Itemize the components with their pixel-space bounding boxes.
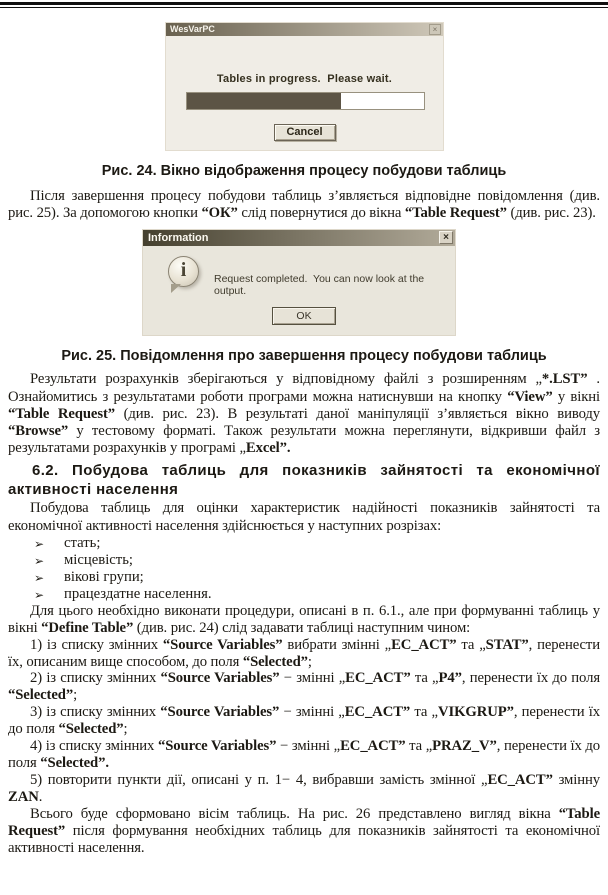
dialog-message: Tables in progress. Please wait. <box>216 73 393 85</box>
arrow-bullet-icon: ➢ <box>34 587 45 602</box>
list-item <box>8 586 600 603</box>
dialog-message: Request completed. You can now look at the output. <box>214 273 428 298</box>
dialog-title: Information <box>148 232 209 245</box>
arrow-bullet-icon: ➢ <box>34 570 45 585</box>
list-item <box>8 552 600 569</box>
numbered-step-2: 2) із списку змінних “Source Variables” − змінні „EC_ACT” та „P4”, перенести їх до поля “Selected”; <box>8 670 600 704</box>
list-item <box>8 569 600 586</box>
paragraph-build-intro: Побудова таблиць для оцінки характеристик надійності показників зайнятості та економічної активності населення здійснюється у наступних розрізах: <box>8 500 600 534</box>
figure-24-caption: Рис. 24. Вікно відображення процесу побудови таблиць <box>101 163 507 179</box>
progress-fill <box>187 93 341 109</box>
dialog-title-bar <box>143 230 455 246</box>
paragraph-results: Результати розрахунків зберігаються у відповідному файлі з розширенням „*.LST” . Ознайомитись з результатами роботи програми можна натиснувши на кнопку “View” у вікні “Table Request” (див. рис. 23). В результаті даної маніпуляції з’являється вікно виводу “Browse” у тестовому форматі. Також результати можна переглянути, відкривши файл з результатами розрахунків у програмі „Excel”. <box>8 371 601 457</box>
arrow-bullet-icon: ➢ <box>34 553 45 568</box>
paragraph-for-this: Для цього необхідно виконати процедури, описані в п. 6.1., але при формуванні таблиць у вікні “Define Table” (див. рис. 24) слід задавати таблиці наступним чином: <box>8 602 600 636</box>
list-item <box>8 535 600 552</box>
cancel-button[interactable]: Cancel <box>274 124 336 141</box>
page-header-rule <box>0 2 608 8</box>
dialog-title-bar <box>166 23 443 36</box>
wesvarpc-progress-dialog <box>166 23 443 150</box>
list-item-text: працездатне населення. <box>64 585 212 602</box>
paragraph-total: Всього буде сформовано вісім таблиць. На рис. 26 представлено вигляд вікна “Table Request” після формування необхідних таблиць для показників зайнятості та економічної активності населення. <box>8 805 600 856</box>
information-icon <box>168 256 199 287</box>
section-heading-6-2: 6.2. Побудова таблиць для показників зайнятості та економічної активності населення <box>8 462 600 499</box>
progress-bar <box>186 92 425 110</box>
close-icon[interactable]: × <box>429 24 441 35</box>
numbered-step-4: 4) із списку змінних “Source Variables” − змінні „EC_ACT” та „PRAZ_V”, перенести їх до поля “Selected”. <box>8 738 601 771</box>
list-item-text: стать; <box>64 534 101 551</box>
figure-25 <box>0 230 608 335</box>
arrow-bullet-icon: ➢ <box>34 536 45 551</box>
figure-25-caption: Рис. 25. Повідомлення про завершення процесу побудови таблиць <box>61 348 547 365</box>
list-item-text: вікові групи; <box>64 568 144 585</box>
criteria-list <box>8 535 600 603</box>
information-dialog <box>143 230 455 335</box>
numbered-step-5: 5) повторити пункти дії, описані у п. 1− 4, вибравши замість змінної „EC_ACT” змінну ZAN. <box>8 771 600 805</box>
numbered-step-1: 1) із списку змінних “Source Variables” вибрати змінні „EC_ACT” та „STAT”, перенести їх, описаним вище способом, до поля “Selected”; <box>8 636 601 670</box>
figure-24 <box>0 23 608 150</box>
close-icon[interactable]: × <box>439 231 453 244</box>
dialog-title: WesVarPC <box>170 24 215 34</box>
paragraph-after-fig24: Після завершення процесу побудови таблиць з’являється відповідне повідомлення (див. рис. 25). За допомогою кнопки “ОК” слід повернутися до вікна “Table Request” (див. рис. 23). <box>8 188 600 222</box>
ok-button[interactable]: OK <box>272 307 336 325</box>
list-item-text: місцевість; <box>64 551 134 568</box>
numbered-step-3: 3) із списку змінних “Source Variables” − змінні „EC_ACT” та „VIKGRUP”, перенести їх до поля “Selected”; <box>8 704 601 738</box>
info-letter: i <box>180 259 187 282</box>
